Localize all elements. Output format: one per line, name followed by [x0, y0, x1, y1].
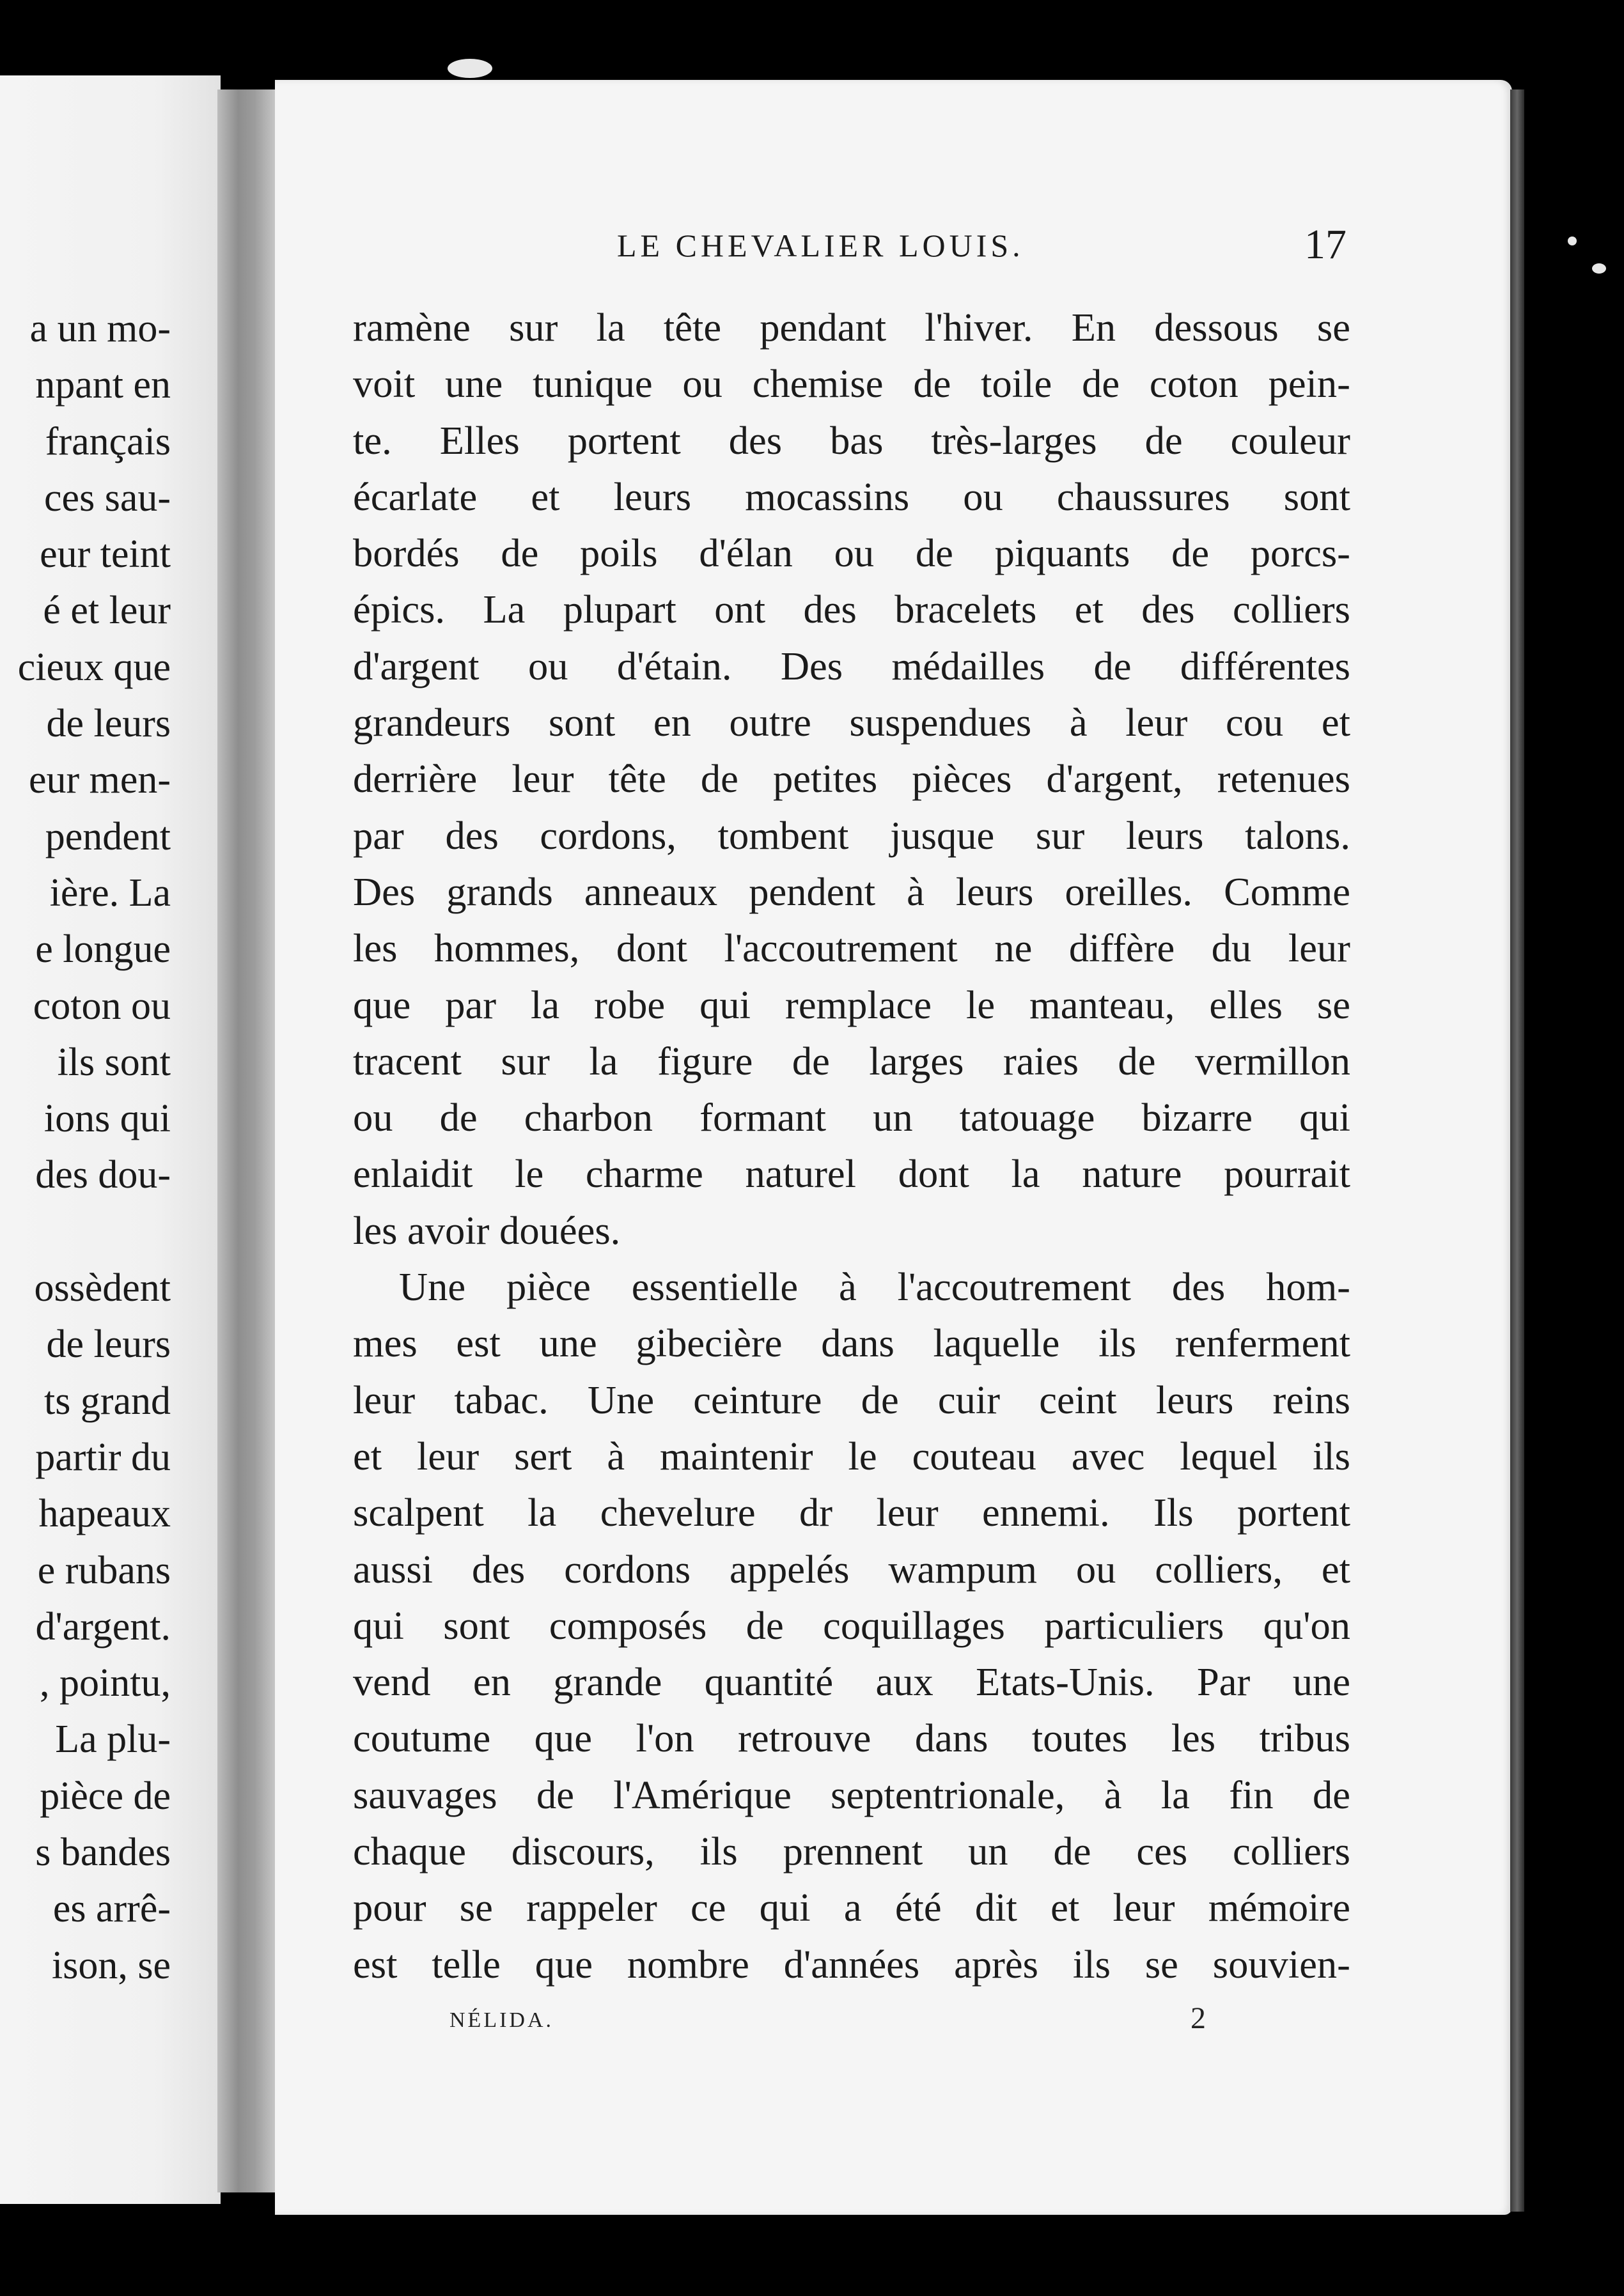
text-line: bordés de poils d'élan ou de piquants de porcs- [353, 531, 1350, 576]
text-line: est telle que nombre d'années après ils se souvien- [353, 1941, 1350, 1987]
text-line: grandeurs sont en outre suspendues à leur cou et [353, 700, 1350, 745]
paper-speck [1592, 263, 1606, 274]
left-text-line: d'argent. [35, 1604, 171, 1648]
text-line: Des grands anneaux pendent à leurs oreilles. Comme [353, 869, 1350, 914]
left-text-line: npant en [35, 363, 171, 407]
left-text-line: La plu- [55, 1718, 171, 1762]
left-text-line: a un mo- [29, 307, 171, 350]
text-line: enlaidit le charme naturel dont la nature pourrait [353, 1151, 1350, 1197]
text-line: chaque discours, ils prennent un de ces colliers [353, 1829, 1350, 1874]
left-text-line: ces sau- [44, 476, 171, 520]
text-line: leur tabac. Une ceinture de cuir ceint leurs reins [353, 1377, 1350, 1422]
text-line: sauvages de l'Amérique septentrionale, à la fin de [353, 1772, 1350, 1817]
left-text-line [0, 1204, 171, 1260]
printer-signature: NÉLIDA. [449, 2008, 554, 2032]
text-line: épics. La plupart ont des bracelets et des colliers [353, 587, 1350, 632]
left-text-line: coton ou [33, 984, 171, 1028]
text-line: aussi des cordons appelés wampum ou colliers, et [353, 1546, 1350, 1592]
text-line: voit une tunique ou chemise de toile de coton pein- [353, 361, 1350, 407]
left-text-line: ts grand [43, 1379, 171, 1423]
page-number: 17 [1304, 221, 1347, 268]
page-edge-shadow [1510, 89, 1524, 2212]
left-text-line: partir du [35, 1435, 171, 1479]
text-line: mes est une gibecière dans laquelle ils renferment [353, 1321, 1350, 1366]
body-text [353, 299, 1350, 1992]
text-line: et leur sert à maintenir le couteau avec lequel ils [353, 1433, 1350, 1478]
text-line: écarlate et leurs mocassins ou chaussures sont [353, 474, 1350, 519]
text-line: par des cordons, tombent jusque sur leurs talons. [353, 812, 1350, 858]
left-text-line: ière. La [49, 871, 171, 915]
left-text-line: s bandes [35, 1831, 171, 1875]
text-line: ramène sur la tête pendant l'hiver. En dessous se [353, 305, 1350, 350]
left-text-line: pièce de [40, 1774, 171, 1818]
text-line: tracent sur la figure de larges raies de vermillon [353, 1038, 1350, 1083]
left-text-line: e longue [35, 927, 171, 972]
paragraph-start-line: Une pièce essentielle à l'accoutrement des hom- [399, 1264, 1350, 1310]
paper-speck [448, 59, 492, 78]
left-text-line: ison, se [52, 1943, 171, 1987]
text-line: pour se rappeler ce qui a été dit et leur mémoire [353, 1885, 1350, 1930]
text-line: les hommes, dont l'accoutrement ne diffère du leur [353, 926, 1350, 971]
paragraph-end-line: les avoir douées. [353, 1207, 621, 1253]
paper-speck [1568, 237, 1577, 245]
left-text-line: e rubans [37, 1548, 171, 1592]
left-facing-page [0, 75, 221, 2204]
text-line: scalpent la chevelure dr leur ennemi. Ils portent [353, 1490, 1350, 1535]
left-text-line: de leurs [46, 702, 171, 746]
left-text-line: français [45, 419, 171, 463]
left-text-line: de leurs [46, 1323, 171, 1367]
left-text-line: ions qui [43, 1097, 171, 1141]
left-text-line: ossèdent [34, 1266, 171, 1310]
text-line: te. Elles portent des bas très-larges de couleur [353, 417, 1350, 463]
left-text-line: , pointu, [40, 1661, 171, 1705]
text-line: ou de charbon formant un tatouage bizarre qui [353, 1095, 1350, 1140]
left-text-line: eur teint [40, 532, 171, 577]
left-text-line: ils sont [57, 1040, 171, 1084]
left-text-line: pendent [45, 814, 171, 858]
text-line: vend en grande quantité aux Etats-Unis. Par une [353, 1659, 1350, 1705]
text-line: d'argent ou d'étain. Des médailles de différentes [353, 643, 1350, 688]
left-text-line: é et leur [43, 589, 171, 633]
left-text-line: hapeaux [38, 1492, 171, 1536]
left-text-line: cieux que [17, 645, 171, 689]
text-line: coutume que l'on retrouve dans toutes les tribus [353, 1716, 1350, 1761]
left-page-text [0, 300, 171, 1994]
text-line: derrière leur tête de petites pièces d'argent, retenues [353, 756, 1350, 802]
text-line: que par la robe qui remplace le manteau, elles se [353, 982, 1350, 1027]
running-head: LE CHEVALIER LOUIS. [617, 228, 1024, 263]
sheet-number: 2 [1191, 2001, 1206, 2035]
left-text-line: des dou- [35, 1153, 171, 1197]
left-text-line: es arrê- [52, 1887, 171, 1931]
text-line: qui sont composés de coquillages particuliers qu'on [353, 1602, 1350, 1648]
left-text-line: eur men- [28, 758, 171, 802]
